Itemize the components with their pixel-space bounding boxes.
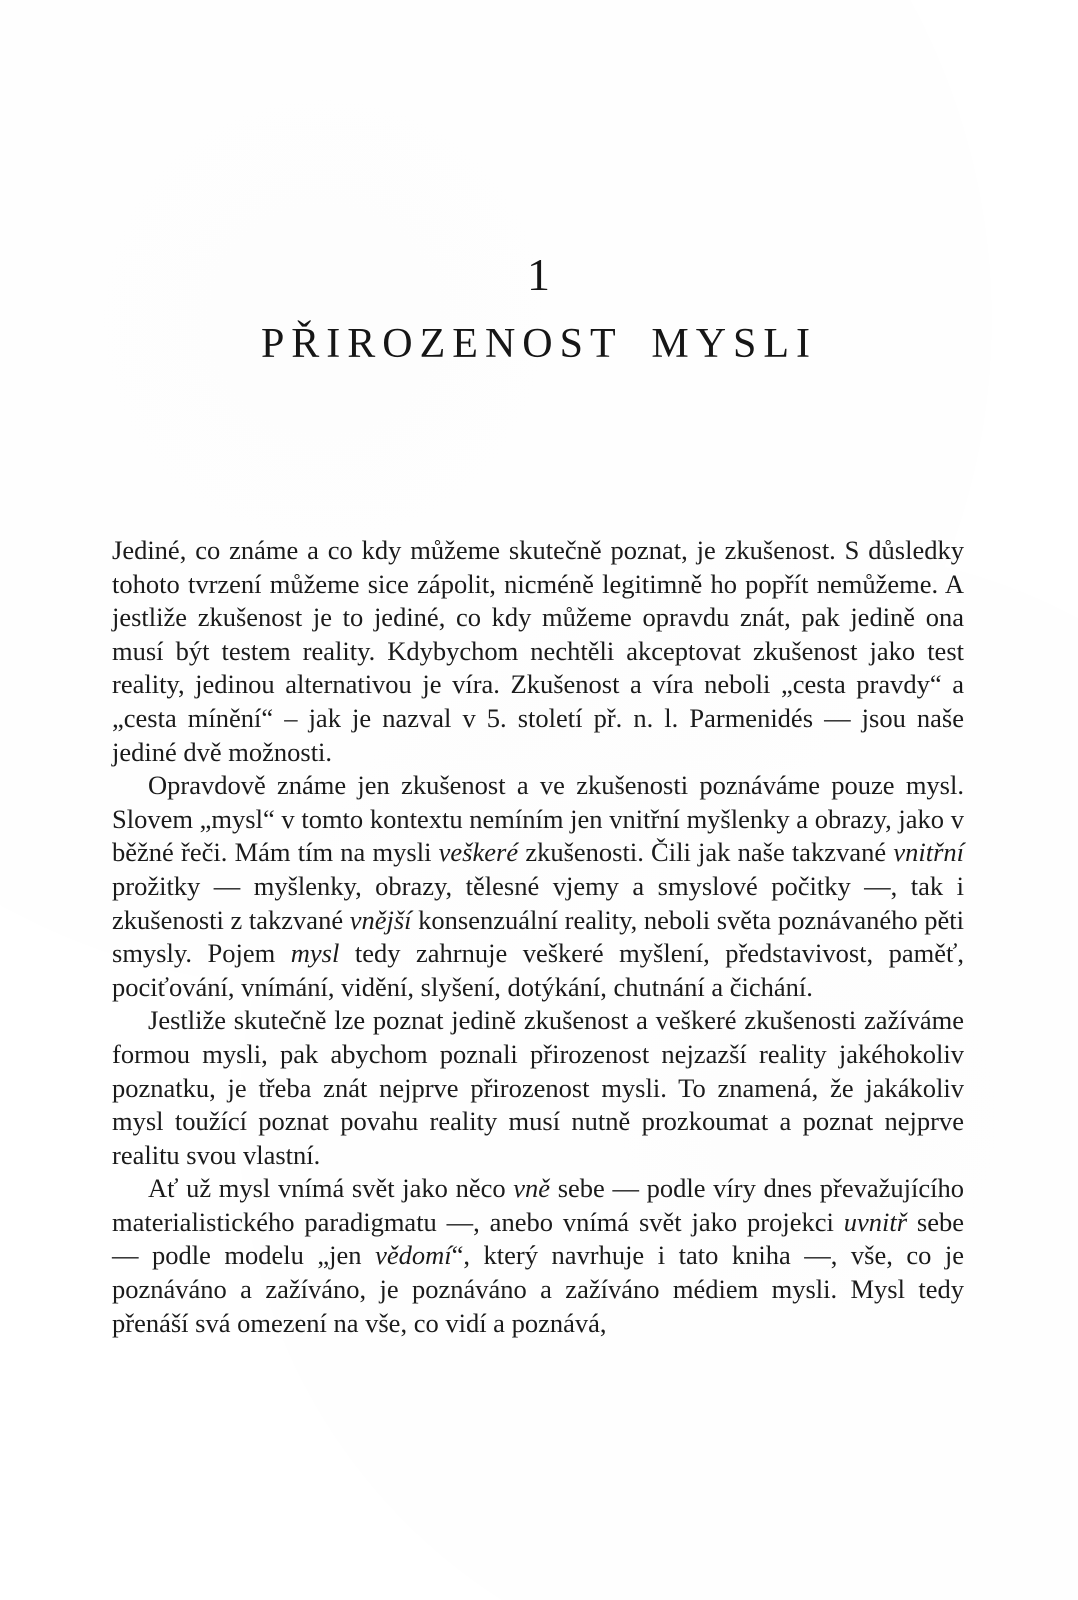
text-run: Jestliže skutečně lze poznat jedině zkušenost a veškeré zkušenosti zažíváme formou mysli, pak abychom poznali přirozenost nejzazší reality jakéhokoliv poznatku, je třeba znát nejprve přirozenost mysli. To znamená, že jakákoliv mysl toužící poznat povahu reality musí nutně prozkoumat a poznat nejprve realitu svou vlastní. bbox=[112, 1005, 964, 1170]
page-title: PŘIROZENOST MYSLI bbox=[260, 321, 818, 367]
italic-run: veškeré bbox=[438, 837, 519, 868]
text-run: tedy zahrnuje veškeré myšlení, představivost, paměť, pociťování, vnímání, vidění, slyšení, dotýkání, chutnání a čichání. bbox=[112, 938, 964, 1002]
text-run: Jediné, co známe a co kdy můžeme skutečně poznat, je zkušenost. S důsledky tohoto tvrzení můžeme sice zápolit, nicméně legitimně ho popřít nemůžeme. A jestliže zkušenost je to jediné, co kdy můžeme opravdu znát, pak jedině ona musí být testem reality. Kdybychom nechtěli akceptovat zkušenost jako test reality, jedinou alternativou je víra. Zkušenost a víra neboli „cesta pravdy“ a „cesta mínění“ – jak je nazval v 5. století př. n. l. Parmenidés — jsou naše jediné dvě možnosti. bbox=[112, 535, 964, 767]
italic-run: vědomí bbox=[375, 1240, 452, 1271]
text-run: “, který navrhuje i tato kniha —, vše, co je poznáváno a zažíváno, je poznáváno a zažíváno médiem mysli. Mysl tedy přenáší svá omezení na vše, co vidí a poznává, bbox=[112, 1240, 965, 1338]
italic-run: vnější bbox=[349, 904, 412, 935]
text-run: Ať už mysl vnímá svět jako něco bbox=[148, 1173, 514, 1204]
text-run: zkušenosti. Čili jak naše takzvané bbox=[518, 837, 894, 868]
italic-run: mysl bbox=[290, 938, 340, 969]
text-run: konsenzuální reality, neboli světa poznávaného pěti smysly. Pojem bbox=[112, 904, 964, 969]
italic-run: vně bbox=[513, 1173, 551, 1204]
paragraph bbox=[112, 769, 964, 1004]
paragraph bbox=[112, 1004, 964, 1172]
paragraph bbox=[112, 1172, 964, 1340]
paragraph bbox=[112, 534, 964, 769]
chapter-number: 1 bbox=[527, 249, 551, 300]
italic-run: vnitřní bbox=[893, 837, 964, 868]
italic-run: uvnitř bbox=[843, 1206, 908, 1237]
body-text bbox=[112, 534, 964, 1340]
text-run: sebe — podle víry dnes převažujícího materialistického paradigmatu —, anebo vnímá svět jako projekci bbox=[112, 1173, 964, 1237]
text-run: sebe — podle modelu „jen bbox=[112, 1206, 964, 1271]
text-run: Opravdově známe jen zkušenost a ve zkušenosti poznáváme pouze mysl. Slovem „mysl“ v tomto kontextu nemíním jen vnitřní myšlenky a obrazy, jako v běžné řeči. Mám tím na mysli bbox=[112, 770, 964, 868]
text-run: prožitky — myšlenky, obrazy, tělesné vjemy a smyslové počitky —, tak i zkušenosti z takzvané bbox=[112, 870, 964, 935]
